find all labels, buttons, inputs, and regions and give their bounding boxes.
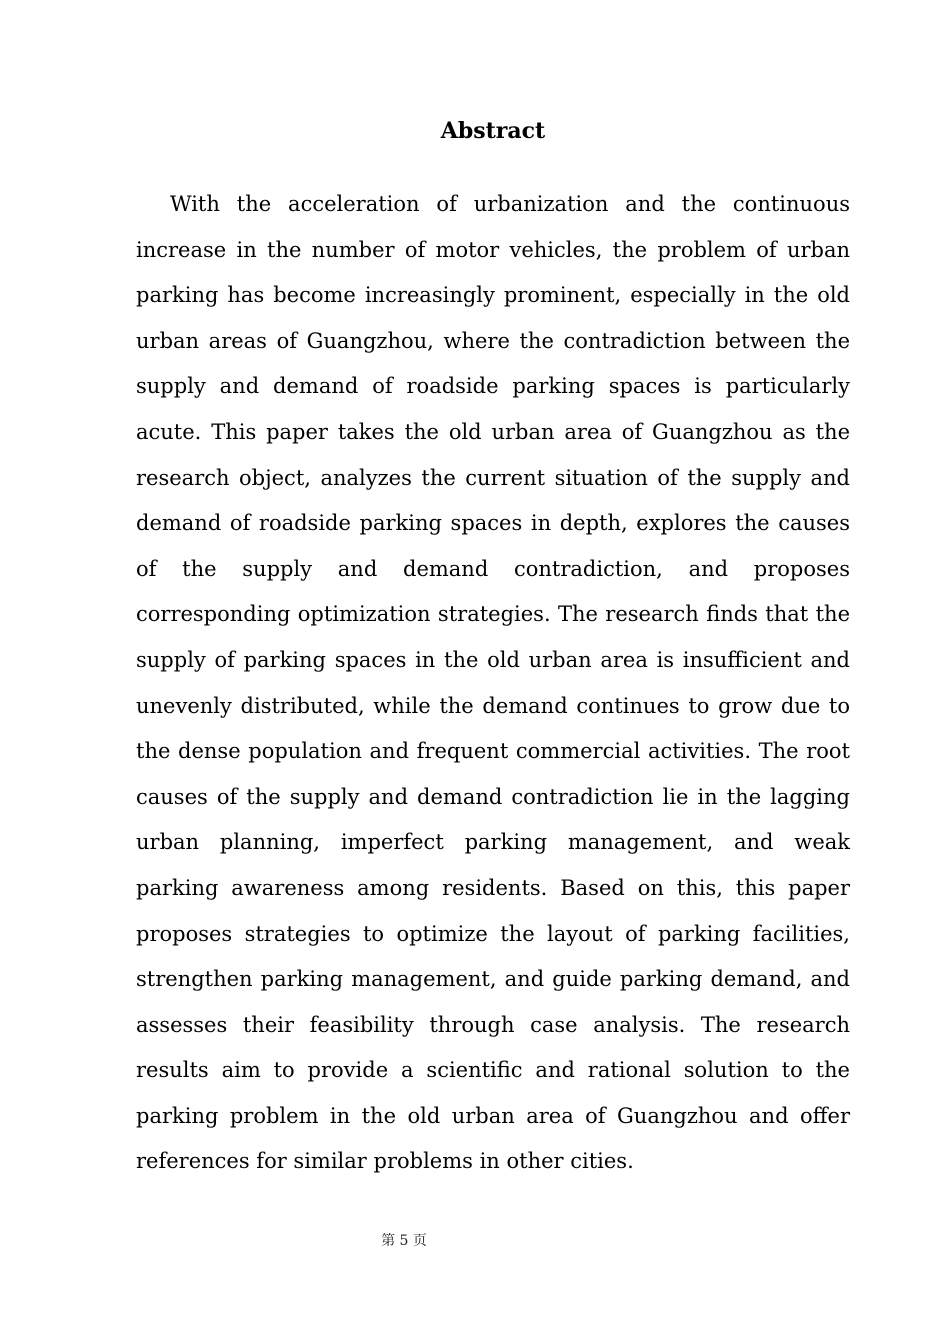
abstract-title: Abstract [440, 118, 546, 144]
page-number-footer: 第 5 页 [381, 1233, 427, 1249]
abstract-paragraph: With the acceleration of urbanization and the continuous increase in the number of motor vehicles, the problem of urban parking has become increasingly prominent, especially in the old urban areas of Guangzhou, where the contradiction between the supply and demand of roadside parking spaces is particularly acute. This paper takes the old urban area of Guangzhou as the research object, analyzes the current situation of the supply and demand of roadside parking spaces in depth, explores the causes of the supply and demand contradiction, and proposes corresponding optimization strategies. The research finds that the supply of parking spaces in the old urban area is insufficient and unevenly distributed, while the demand continues to grow due to the dense population and frequent commercial activities. The root causes of the supply and demand contradiction lie in the lagging urban planning, imperfect parking management, and weak parking awareness among residents. Based on this, this paper proposes strategies to optimize the layout of parking facilities, strengthen parking management, and guide parking demand, and assesses their feasibility through case analysis. The research results aim to provide a scientific and rational solution to the parking problem in the old urban area of Guangzhou and offer references for similar problems in other cities. [136, 192, 850, 1174]
